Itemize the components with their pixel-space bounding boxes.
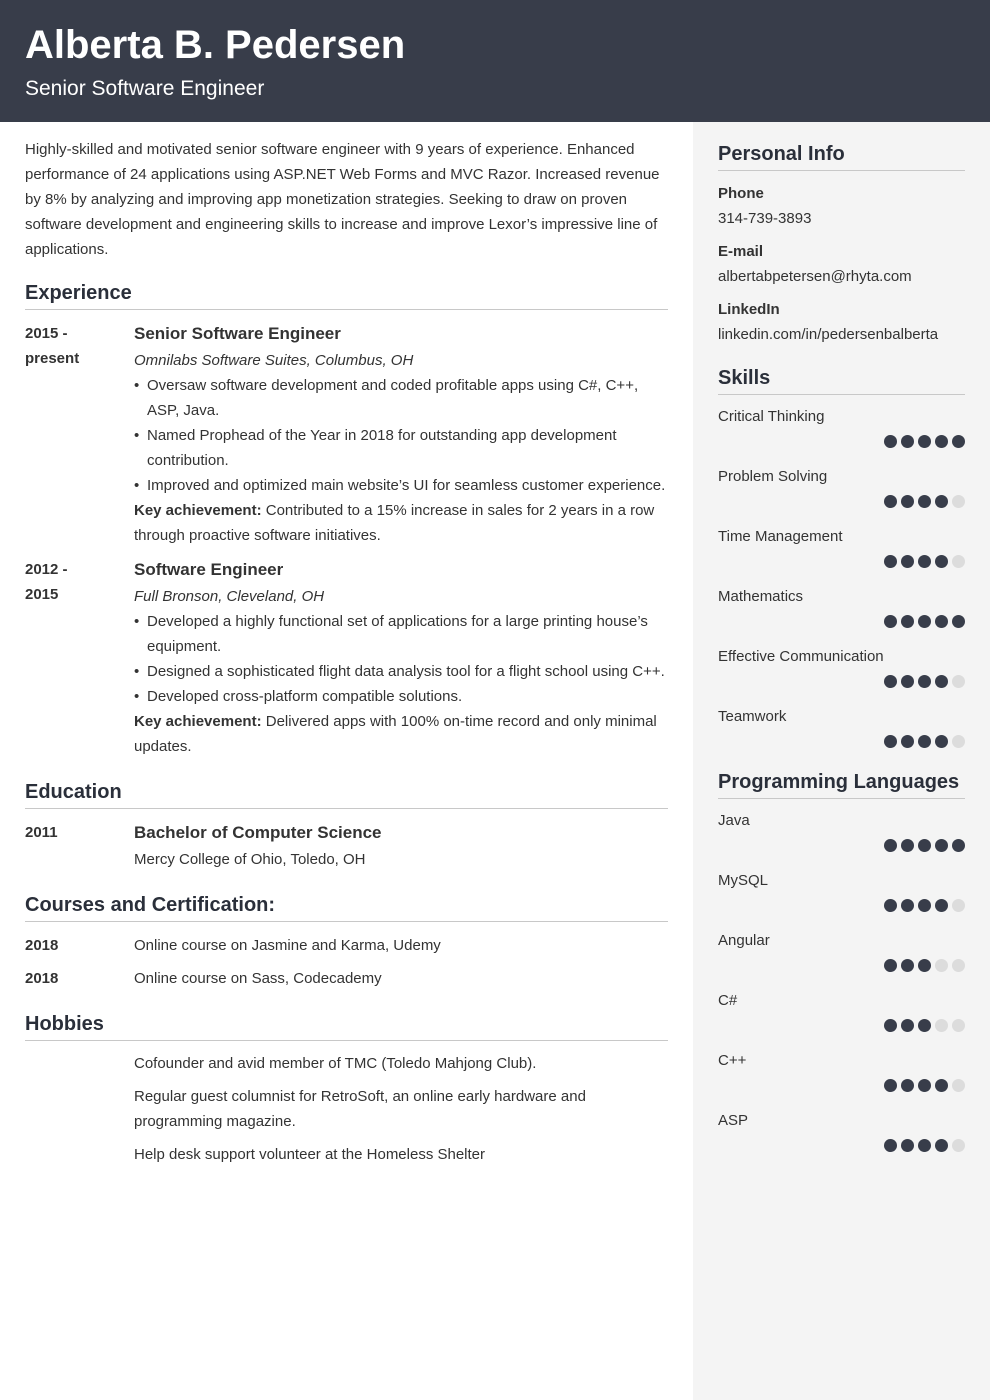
rating-dot-filled xyxy=(935,735,948,748)
rating-dot-filled xyxy=(918,735,931,748)
rating-dot-filled xyxy=(884,555,897,568)
rating-dot-filled xyxy=(918,555,931,568)
rating-dot-empty xyxy=(952,495,965,508)
rating-dot-filled xyxy=(901,435,914,448)
job-bullet: • Designed a sophisticated flight data analysis tool for a flight school using C++. xyxy=(134,659,668,684)
job-achievement xyxy=(134,709,668,759)
rating-dot-filled xyxy=(884,615,897,628)
skill-name: Time Management xyxy=(718,528,843,545)
rating-dot-filled xyxy=(884,839,897,852)
course-entry xyxy=(25,933,668,958)
main-column xyxy=(25,137,668,1167)
rating-dot-filled xyxy=(901,555,914,568)
rating-dots xyxy=(718,735,965,748)
rating-dot-filled xyxy=(935,1079,948,1092)
summary-text: Highly-skilled and motivated senior software engineer with 9 years of experience. Enhanced performance of 24 applications using ASP.NET Web Forms and MVC Razor. Increased revenue by 8% by analyzing and improving app monetization strategies. Seeking to draw on proven software development and engineering skills to increase and improve Lexor’s impressive line of applications. xyxy=(25,141,660,258)
education-heading: Education xyxy=(25,779,668,809)
language-name: MySQL xyxy=(718,872,769,889)
rating-dot-filled xyxy=(935,555,948,568)
job-bullet: • Named Prophead of the Year in 2018 for outstanding app development contribution. xyxy=(134,423,668,473)
rating-dot-filled xyxy=(884,1079,897,1092)
job-date-end: present xyxy=(25,350,80,367)
skill-name: Mathematics xyxy=(718,588,804,605)
rating-dot-filled xyxy=(952,615,965,628)
rating-dot-filled xyxy=(918,675,931,688)
rating-dots xyxy=(718,555,965,568)
rating-dot-filled xyxy=(884,735,897,748)
rating-dot-filled xyxy=(952,435,965,448)
email-label: E-mail xyxy=(718,243,764,260)
course-text: Online course on Sass, Codecademy xyxy=(134,970,382,987)
phone-value: 314-739-3893 xyxy=(718,210,812,227)
rating-dot-empty xyxy=(935,1019,948,1032)
languages-list xyxy=(718,811,965,1152)
rating-dots xyxy=(718,675,965,688)
school-name: Mercy College of Ohio, Toledo, OH xyxy=(134,851,366,868)
rating-dot-filled xyxy=(884,495,897,508)
achievement-text: Contributed to a 15% increase in sales for 2 years in a row through proactive software initiatives. xyxy=(134,502,655,544)
phone-label: Phone xyxy=(718,185,764,202)
rating-dot-filled xyxy=(884,435,897,448)
experience-heading: Experience xyxy=(25,280,668,310)
language-item xyxy=(718,931,965,972)
email-value: albertabpetersen@rhyta.com xyxy=(718,268,912,285)
skill-item xyxy=(718,527,965,568)
rating-dots xyxy=(718,1139,965,1152)
skill-item xyxy=(718,647,965,688)
job-bullet: • Developed a highly functional set of applications for a large printing house’s equipment. xyxy=(134,609,668,659)
skill-item xyxy=(718,707,965,748)
rating-dots xyxy=(718,899,965,912)
rating-dot-filled xyxy=(901,959,914,972)
candidate-name: Alberta B. Pedersen xyxy=(25,23,406,67)
language-item xyxy=(718,1111,965,1152)
rating-dot-empty xyxy=(952,675,965,688)
job-date-start: 2015 - xyxy=(25,325,68,342)
education-entry xyxy=(25,820,668,872)
rating-dot-filled xyxy=(901,495,914,508)
hobbies-heading: Hobbies xyxy=(25,1011,668,1041)
job-entry xyxy=(25,557,668,759)
skills-heading: Skills xyxy=(718,365,965,395)
skill-name: Problem Solving xyxy=(718,468,828,485)
candidate-title: Senior Software Engineer xyxy=(25,77,265,100)
rating-dot-filled xyxy=(935,615,948,628)
rating-dot-filled xyxy=(918,1139,931,1152)
courses-heading: Courses and Certification: xyxy=(25,892,668,922)
skills-list xyxy=(718,407,965,748)
rating-dot-filled xyxy=(884,899,897,912)
job-date xyxy=(25,321,134,548)
job-bullet: • Oversaw software development and coded profitable apps using C#, C++, ASP, Java. xyxy=(134,373,668,423)
job-title: Senior Software Engineer xyxy=(134,324,341,343)
achievement-text: Delivered apps with 100% on-time record and only minimal updates. xyxy=(134,713,657,755)
job-body xyxy=(134,321,668,548)
job-date xyxy=(25,557,134,759)
achievement-label: Key achievement: xyxy=(134,502,262,519)
course-entry xyxy=(25,966,668,991)
skill-item xyxy=(718,407,965,448)
skills-section xyxy=(718,365,965,748)
rating-dot-filled xyxy=(935,435,948,448)
job-date-end: 2015 xyxy=(25,586,59,603)
language-item xyxy=(718,1051,965,1092)
language-name: C# xyxy=(718,992,738,1009)
rating-dot-empty xyxy=(952,555,965,568)
rating-dots xyxy=(718,1079,965,1092)
job-bullet: • Developed cross-platform compatible solutions. xyxy=(134,684,668,709)
job-entry xyxy=(25,321,668,548)
rating-dot-empty xyxy=(935,959,948,972)
rating-dot-filled xyxy=(901,839,914,852)
education-body xyxy=(134,820,668,872)
rating-dot-filled xyxy=(918,435,931,448)
rating-dot-empty xyxy=(952,1139,965,1152)
rating-dots xyxy=(718,435,965,448)
language-item xyxy=(718,811,965,852)
rating-dot-filled xyxy=(901,1139,914,1152)
education-date: 2011 xyxy=(25,824,58,841)
job-title: Software Engineer xyxy=(134,560,284,579)
rating-dots xyxy=(718,1019,965,1032)
skill-name: Effective Communication xyxy=(718,648,884,665)
skill-name: Critical Thinking xyxy=(718,408,825,425)
job-bullet: • Improved and optimized main website’s UI for seamless customer experience. xyxy=(134,473,668,498)
rating-dot-filled xyxy=(901,899,914,912)
rating-dot-filled xyxy=(901,1019,914,1032)
hobby-item: Help desk support volunteer at the Homeless Shelter xyxy=(134,1146,486,1163)
rating-dot-filled xyxy=(918,959,931,972)
rating-dot-filled xyxy=(884,1139,897,1152)
rating-dot-empty xyxy=(952,735,965,748)
language-name: C++ xyxy=(718,1052,747,1069)
personal-info-section xyxy=(718,141,965,345)
languages-heading: Programming Languages xyxy=(718,769,965,799)
job-bullets xyxy=(134,373,668,498)
rating-dot-filled xyxy=(935,1139,948,1152)
achievement-label: Key achievement: xyxy=(134,713,262,730)
rating-dot-filled xyxy=(918,899,931,912)
rating-dot-filled xyxy=(884,1019,897,1032)
linkedin-value: linkedin.com/in/pedersenbalberta xyxy=(718,326,939,343)
rating-dot-filled xyxy=(918,615,931,628)
rating-dot-filled xyxy=(901,735,914,748)
resume-header xyxy=(0,0,990,122)
rating-dot-empty xyxy=(952,1019,965,1032)
personal-info-heading: Personal Info xyxy=(718,141,965,171)
rating-dots xyxy=(718,495,965,508)
course-text: Online course on Jasmine and Karma, Udemy xyxy=(134,937,441,954)
rating-dot-empty xyxy=(952,1079,965,1092)
hobbies-list xyxy=(134,1051,668,1167)
rating-dot-filled xyxy=(935,675,948,688)
rating-dot-filled xyxy=(918,1079,931,1092)
rating-dot-filled xyxy=(935,899,948,912)
rating-dot-empty xyxy=(952,959,965,972)
rating-dot-filled xyxy=(952,839,965,852)
rating-dots xyxy=(718,615,965,628)
skill-item xyxy=(718,587,965,628)
skill-name: Teamwork xyxy=(718,708,787,725)
job-bullets xyxy=(134,609,668,709)
rating-dot-filled xyxy=(884,959,897,972)
language-name: ASP xyxy=(718,1112,749,1129)
linkedin-label: LinkedIn xyxy=(718,301,780,318)
rating-dot-filled xyxy=(901,615,914,628)
course-date: 2018 xyxy=(25,937,59,954)
rating-dot-filled xyxy=(918,495,931,508)
job-company: Full Bronson, Cleveland, OH xyxy=(134,588,325,605)
rating-dot-filled xyxy=(918,1019,931,1032)
rating-dot-filled xyxy=(884,675,897,688)
job-company: Omnilabs Software Suites, Columbus, OH xyxy=(134,352,414,369)
rating-dots xyxy=(718,839,965,852)
hobby-item: Regular guest columnist for RetroSoft, an online early hardware and programming magazine. xyxy=(134,1088,586,1130)
rating-dot-empty xyxy=(952,899,965,912)
language-item xyxy=(718,871,965,912)
language-name: Angular xyxy=(718,932,770,949)
rating-dot-filled xyxy=(901,675,914,688)
skill-item xyxy=(718,467,965,508)
rating-dot-filled xyxy=(918,839,931,852)
language-item xyxy=(718,991,965,1032)
job-achievement xyxy=(134,498,668,548)
course-date: 2018 xyxy=(25,970,59,987)
language-name: Java xyxy=(718,812,750,829)
degree-title: Bachelor of Computer Science xyxy=(134,823,382,842)
rating-dots xyxy=(718,959,965,972)
hobby-item: Cofounder and avid member of TMC (Toledo Mahjong Club). xyxy=(134,1055,537,1072)
rating-dot-filled xyxy=(935,839,948,852)
rating-dot-filled xyxy=(935,495,948,508)
languages-section xyxy=(718,769,965,1152)
job-body xyxy=(134,557,668,759)
rating-dot-filled xyxy=(901,1079,914,1092)
job-date-start: 2012 - xyxy=(25,561,68,578)
